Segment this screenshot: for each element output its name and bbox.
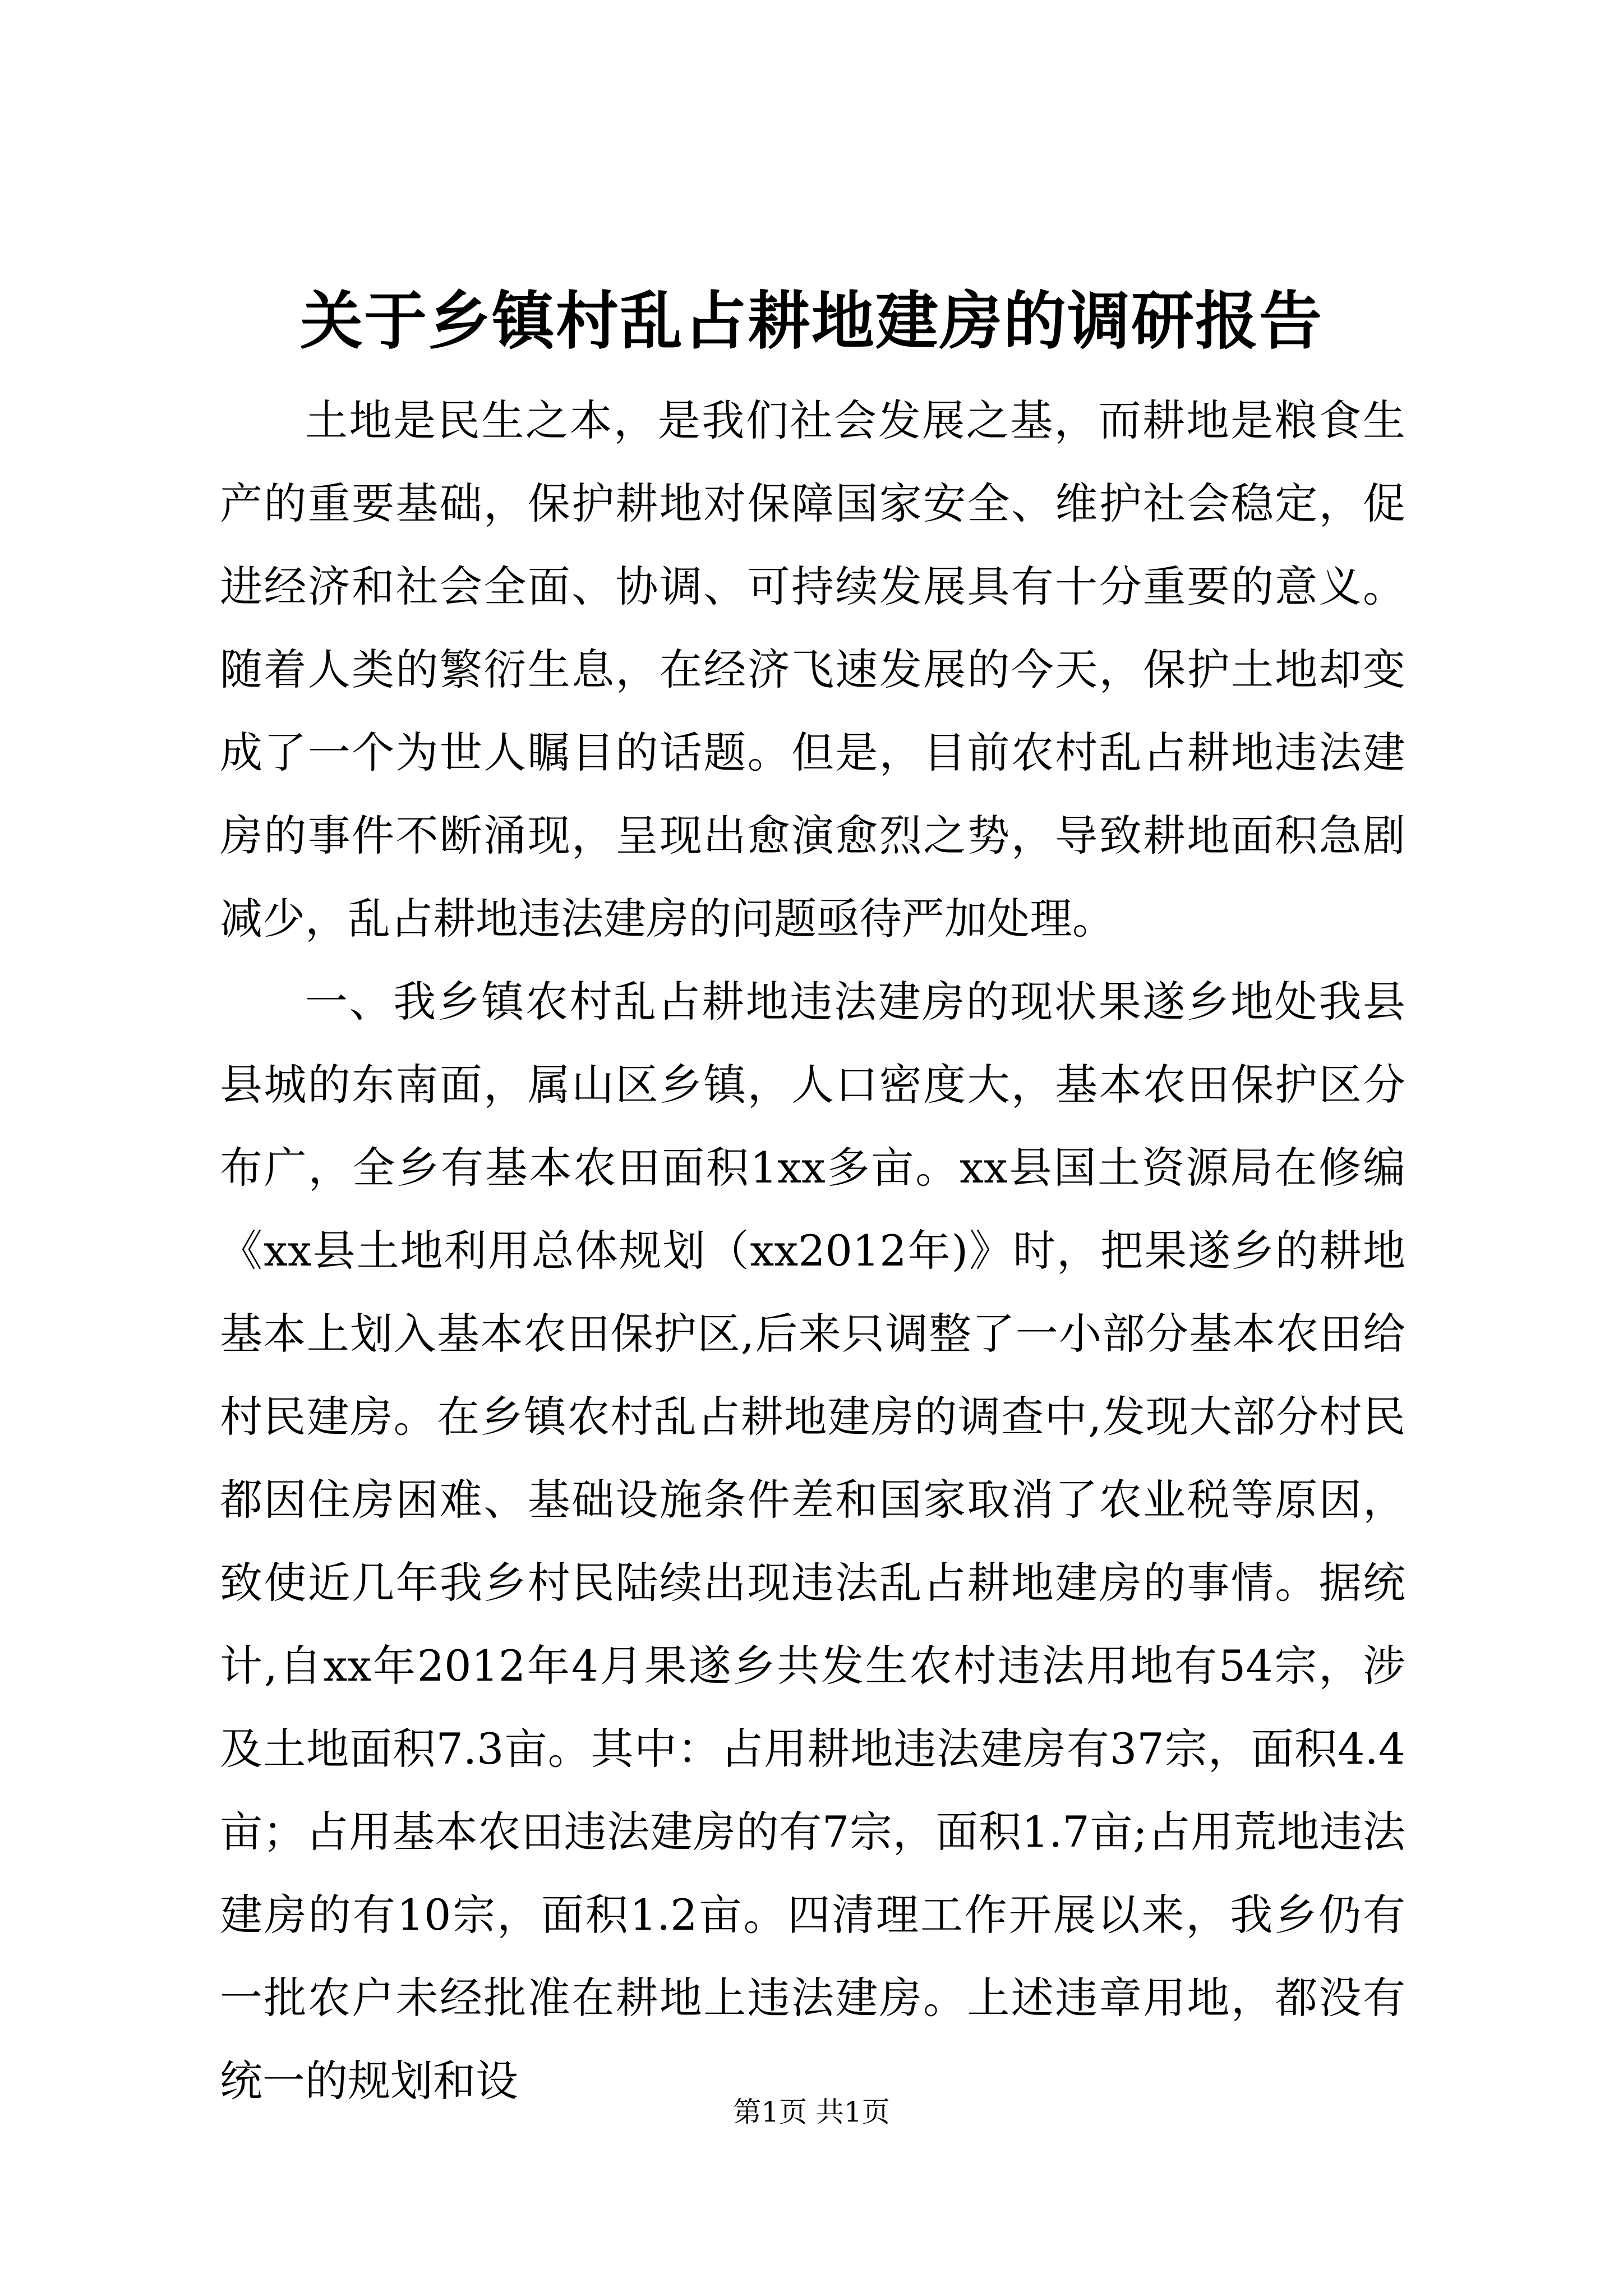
paragraph-intro: 土地是民生之本，是我们社会发展之基，而耕地是粮食生产的重要基础，保护耕地对保障国家安全、维护社会稳定，促进经济和社会全面、协调、可持续发展具有十分重要的意义。随着人类的繁衍生息，在经济飞速发展的今天，保护土地却变成了一个为世人瞩目的话题。但是，目前农村乱占耕地违法建房的事件不断涌现，呈现出愈演愈烈之势，导致耕地面积急剧减少，乱占耕地违法建房的问题亟待严加处理。 [220, 395, 1405, 944]
page-number-footer: 第1页 共1页 [733, 2096, 890, 2128]
document-title: 关于乡镇村乱占耕地建房的调研报告 [300, 284, 1323, 358]
paragraph-section-one: 一、我乡镇农村乱占耕地违法建房的现状果遂乡地处我县县城的东南面，属山区乡镇，人口密度大，基本农田保护区分布广，全乡有基本农田面积1xx多亩。xx县国土资源局在修编《xx县土地利用总体规划（xx2012年)》时，把果遂乡的耕地基本上划入基本农田保护区,后来只调整了一小部分基本农田给村民建房。在乡镇农村乱占耕地建房的调查中,发现大部分村民都因住房困难、基础设施条件差和国家取消了农业税等原因，致使近几年我乡村民陆续出现违法乱占耕地建房的事情。据统计,自xx年2012年4月果遂乡共发生农村违法用地有54宗，涉及土地面积7.3亩。其中：占用耕地违法建房有37宗，面积4.4亩；占用基本农田违法建房的有7宗，面积1.7亩;占用荒地违法建房的有10宗，面积1.2亩。四清理工作开展以来，我乡仍有一批农户未经批准在耕地上违法建房。上述违章用地，都没有统一的规划和设 [220, 977, 1405, 2106]
document-body [220, 379, 1405, 2123]
